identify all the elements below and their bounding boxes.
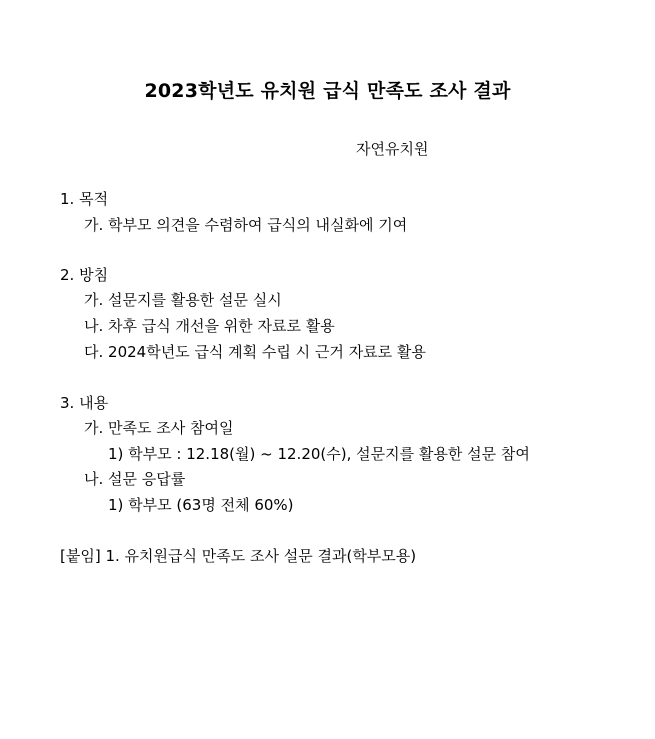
section-item: 다. 2024학년도 급식 계획 수립 시 근거 자료로 활용 <box>84 343 426 361</box>
section-subitem: 1) 학부모 (63명 전체 60%) <box>108 496 294 514</box>
document-title: 2023학년도 유치원 급식 만족도 조사 결과 <box>144 80 511 102</box>
organization-name: 자연유치원 <box>356 140 429 158</box>
section-heading-policy: 2. 방침 <box>60 266 109 284</box>
section-item: 가. 학부모 의견을 수렴하여 급식의 내실화에 기여 <box>84 216 408 234</box>
section-heading-content: 3. 내용 <box>60 394 109 412</box>
section-item: 가. 만족도 조사 참여일 <box>84 419 234 437</box>
section-item: 나. 설문 응답률 <box>84 470 186 488</box>
section-item: 나. 차후 급식 개선을 위한 자료로 활용 <box>84 317 335 335</box>
section-subitem: 1) 학부모 : 12.18(월) ~ 12.20(수), 설문지를 활용한 설문 참여 <box>108 445 530 463</box>
section-item: 가. 설문지를 활용한 설문 실시 <box>84 291 282 309</box>
attachment-note: [붙임] 1. 유치원급식 만족도 조사 설문 결과(학부모용) <box>60 547 417 565</box>
section-heading-purpose: 1. 목적 <box>60 190 109 208</box>
